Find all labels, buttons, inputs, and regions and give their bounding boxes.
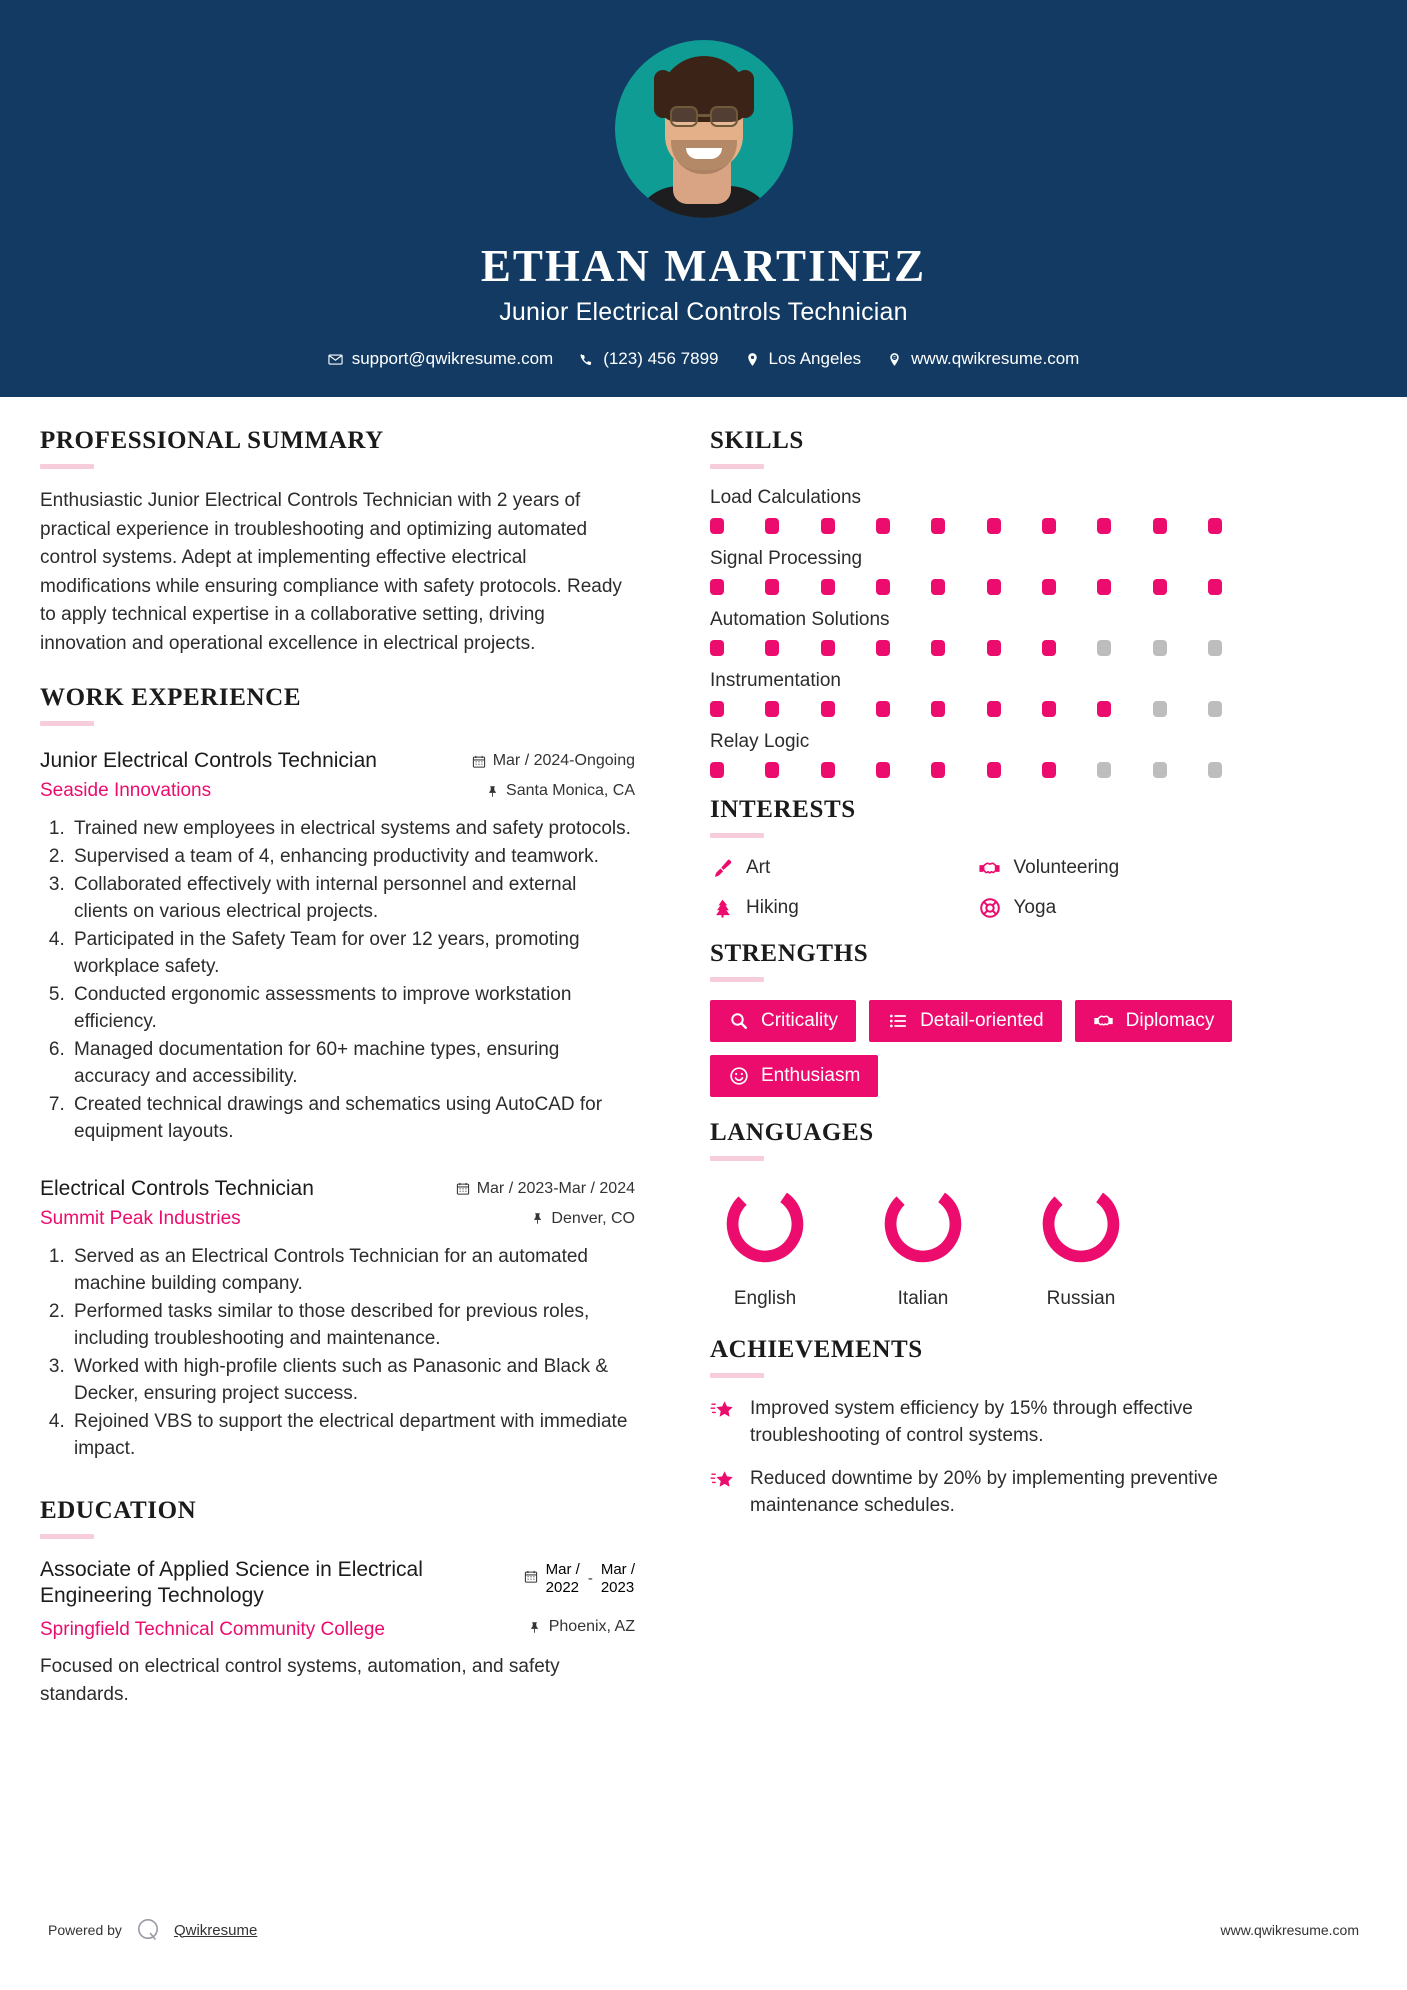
skill-name: Instrumentation bbox=[710, 670, 841, 691]
footer-website[interactable]: www.qwikresume.com bbox=[1220, 1922, 1359, 1938]
bullet-item: 1. Trained new employees in electrical systems and safety protocols. bbox=[70, 816, 635, 843]
education-dates bbox=[524, 1561, 635, 1596]
skill-dot bbox=[876, 762, 890, 778]
section-rule bbox=[710, 1156, 764, 1161]
education-date-start bbox=[546, 1561, 580, 1596]
skill-dot bbox=[710, 640, 724, 656]
achievement-text: Improved system efficiency by 15% through effective troubleshooting of control systems. bbox=[750, 1398, 1193, 1446]
skill-dot bbox=[1042, 701, 1056, 717]
contact-email[interactable] bbox=[320, 349, 562, 369]
achievement-item bbox=[710, 1466, 1235, 1520]
skill-dot bbox=[1042, 640, 1056, 656]
contact-location-text: Los Angeles bbox=[768, 349, 862, 368]
avatar-glasses-right bbox=[710, 106, 738, 127]
job-role-subtitle: Junior Electrical Controls Technician bbox=[499, 298, 908, 326]
skill-dot bbox=[1097, 762, 1111, 778]
skill-dot bbox=[1153, 762, 1167, 778]
education-entry bbox=[40, 1557, 635, 1709]
page-title: ETHAN MARTINEZ bbox=[480, 241, 927, 291]
experience-location-text: Santa Monica, CA bbox=[506, 782, 635, 799]
strength-badge-criticality bbox=[710, 1000, 856, 1042]
skill-dot bbox=[765, 579, 779, 595]
skill-dot bbox=[1153, 640, 1167, 656]
skill-item bbox=[710, 670, 1235, 717]
list-icon bbox=[887, 1011, 908, 1032]
skill-rating bbox=[710, 518, 1222, 534]
skill-dot bbox=[1208, 640, 1222, 656]
star-icon bbox=[710, 1468, 736, 1494]
experience-location-text: Denver, CO bbox=[551, 1209, 635, 1227]
language-label: Russian bbox=[1046, 1288, 1116, 1309]
avatar-hair-left bbox=[654, 70, 672, 118]
skill-dot bbox=[1208, 701, 1222, 717]
language-progress-ring bbox=[1036, 1179, 1126, 1269]
skill-dot bbox=[987, 701, 1001, 717]
skills-list bbox=[710, 487, 1235, 778]
experience-location bbox=[456, 1210, 635, 1228]
interest-item bbox=[710, 856, 968, 880]
summary-text: Enthusiastic Junior Electrical Controls Technician with 2 years of practical experience in troubleshooting and optimizing automated control systems. Adept at implementing effective electrical modifications while ensuring compliance with safety protocols. Ready to apply technical expertise in a collaborative setting, driving innovation and operational excellence in electrical projects. bbox=[40, 490, 622, 654]
interests-grid bbox=[710, 856, 1235, 920]
right-column bbox=[675, 427, 1235, 1708]
bullet-item: 4. Participated in the Safety Team for over 12 years, promoting workplace safety. bbox=[70, 927, 635, 981]
calendar-icon bbox=[472, 754, 486, 769]
date-separator: - bbox=[587, 1570, 593, 1588]
bullet-item: 2. Supervised a team of 4, enhancing productivity and teamwork. bbox=[70, 844, 635, 871]
smiley-icon bbox=[728, 1066, 749, 1087]
section-heading-experience: WORK EXPERIENCE bbox=[40, 684, 302, 711]
footer-powered-by-label: Powered by bbox=[48, 1922, 122, 1938]
skill-dot bbox=[1042, 762, 1056, 778]
skill-dot bbox=[710, 762, 724, 778]
skill-dot bbox=[1208, 762, 1222, 778]
map-pin-icon bbox=[745, 352, 760, 367]
education-date-start-month: Mar / bbox=[545, 1560, 580, 1578]
pushpin-icon bbox=[485, 784, 499, 799]
experience-entry bbox=[40, 748, 635, 1146]
education-date-start-year: 2022 bbox=[545, 1578, 580, 1596]
avatar-glasses-left bbox=[670, 106, 698, 127]
skill-dot bbox=[765, 762, 779, 778]
pushpin-icon bbox=[530, 1211, 544, 1226]
achievement-text: Reduced downtime by 20% by implementing preventive maintenance schedules. bbox=[750, 1467, 1218, 1516]
paintbrush-icon bbox=[710, 856, 734, 880]
skill-dot bbox=[931, 518, 945, 534]
section-heading-interests: INTERESTS bbox=[710, 796, 856, 823]
skill-dot bbox=[710, 518, 724, 534]
globe-icon bbox=[887, 352, 902, 367]
experience-dates-text: Mar / 2023-Mar / 2024 bbox=[476, 1179, 635, 1197]
language-item bbox=[868, 1179, 978, 1310]
section-rule bbox=[710, 977, 764, 982]
section-heading-achievements: ACHIEVEMENTS bbox=[710, 1336, 923, 1363]
qwikresume-logo-icon bbox=[134, 1916, 162, 1944]
education-date-end-year: 2023 bbox=[600, 1578, 635, 1596]
calendar-icon bbox=[456, 1181, 470, 1196]
strength-label: Diplomacy bbox=[1125, 1010, 1215, 1031]
skill-dot bbox=[1042, 518, 1056, 534]
section-professional-summary bbox=[40, 427, 635, 658]
skill-name: Signal Processing bbox=[710, 548, 863, 569]
resume-header bbox=[0, 0, 1407, 397]
contact-bar bbox=[320, 349, 1088, 369]
skill-dot bbox=[1042, 579, 1056, 595]
skill-rating bbox=[710, 640, 1222, 656]
skill-dot bbox=[987, 518, 1001, 534]
handshake-icon bbox=[1093, 1011, 1114, 1032]
star-icon bbox=[710, 1398, 736, 1424]
interest-item bbox=[978, 856, 1236, 880]
section-strengths bbox=[710, 940, 1235, 1097]
section-heading-summary: PROFESSIONAL SUMMARY bbox=[40, 427, 384, 454]
section-rule bbox=[40, 1534, 94, 1539]
skill-dot bbox=[821, 640, 835, 656]
skill-name: Automation Solutions bbox=[710, 609, 890, 630]
section-heading-languages: LANGUAGES bbox=[710, 1119, 874, 1146]
skill-dot bbox=[1097, 701, 1111, 717]
strength-label: Detail-oriented bbox=[920, 1010, 1044, 1031]
phone-icon bbox=[579, 352, 594, 367]
pine-tree-icon bbox=[710, 896, 734, 920]
experience-title: Electrical Controls Technician bbox=[40, 1176, 314, 1200]
experience-organization: Seaside Innovations bbox=[40, 780, 212, 802]
section-languages bbox=[710, 1119, 1235, 1310]
skill-dot bbox=[1097, 518, 1111, 534]
pushpin-icon bbox=[528, 1620, 542, 1635]
skill-dot bbox=[765, 701, 779, 717]
skill-item bbox=[710, 731, 1235, 778]
contact-phone[interactable] bbox=[571, 349, 726, 369]
skill-dot bbox=[821, 518, 835, 534]
bullet-item: 6. Managed documentation for 60+ machine types, ensuring accuracy and accessibility. bbox=[70, 1037, 635, 1091]
section-rule bbox=[710, 833, 764, 838]
skill-dot bbox=[876, 518, 890, 534]
language-progress-ring bbox=[720, 1179, 810, 1269]
skill-dot bbox=[1208, 518, 1222, 534]
skill-dot bbox=[1153, 579, 1167, 595]
skill-dot bbox=[987, 762, 1001, 778]
language-label: Italian bbox=[897, 1288, 949, 1309]
education-location-text: Phoenix, AZ bbox=[548, 1618, 635, 1636]
skill-item bbox=[710, 487, 1235, 534]
skill-dot bbox=[931, 579, 945, 595]
skill-dot bbox=[765, 518, 779, 534]
strength-badge-detail-oriented bbox=[869, 1000, 1062, 1042]
skill-rating bbox=[710, 762, 1222, 778]
languages-list bbox=[710, 1179, 1235, 1310]
skill-name: Relay Logic bbox=[710, 731, 810, 752]
skill-item bbox=[710, 609, 1235, 656]
skill-dot bbox=[876, 701, 890, 717]
skill-dot bbox=[765, 640, 779, 656]
experience-dates-text: Mar / 2024-Ongoing bbox=[492, 752, 635, 769]
experience-entry bbox=[40, 1176, 635, 1463]
bullet-item: 2. Performed tasks similar to those described for previous roles, including troubleshooting and maintenance. bbox=[70, 1299, 635, 1353]
strength-label: Criticality bbox=[761, 1010, 839, 1031]
experience-organization: Summit Peak Industries bbox=[40, 1208, 241, 1230]
skill-dot bbox=[1153, 701, 1167, 717]
skill-dot bbox=[710, 701, 724, 717]
interest-label: Yoga bbox=[1013, 897, 1057, 918]
contact-website-text: www.qwikresume.com bbox=[911, 349, 1080, 368]
strengths-list bbox=[710, 1000, 1235, 1097]
resume-body bbox=[0, 397, 1407, 1708]
left-column bbox=[40, 427, 635, 1708]
education-degree: Associate of Applied Science in Electrical Engineering Technology bbox=[40, 1557, 423, 1608]
skill-dot bbox=[931, 640, 945, 656]
skill-item bbox=[710, 548, 1235, 595]
strength-badge-diplomacy bbox=[1075, 1000, 1233, 1042]
contact-phone-text: (123) 456 7899 bbox=[603, 349, 719, 368]
contact-website[interactable] bbox=[879, 349, 1087, 369]
skill-dot bbox=[876, 640, 890, 656]
achievement-item bbox=[710, 1396, 1235, 1450]
skill-dot bbox=[876, 579, 890, 595]
avatar-mouth bbox=[686, 148, 722, 159]
lifebuoy-icon bbox=[978, 896, 1002, 920]
experience-location bbox=[472, 782, 635, 800]
experience-bullets bbox=[40, 1244, 635, 1463]
skill-rating bbox=[710, 579, 1222, 595]
section-work-experience bbox=[40, 684, 635, 1463]
section-achievements bbox=[710, 1336, 1235, 1520]
strength-badge-enthusiasm bbox=[710, 1055, 878, 1097]
skill-dot bbox=[987, 579, 1001, 595]
skill-dot bbox=[931, 762, 945, 778]
section-heading-strengths: STRENGTHS bbox=[710, 940, 869, 967]
interest-label: Art bbox=[746, 857, 771, 878]
section-rule bbox=[710, 1373, 764, 1378]
section-rule bbox=[40, 464, 94, 469]
skill-dot bbox=[710, 579, 724, 595]
envelope-icon bbox=[328, 352, 343, 367]
bullet-item: 1. Served as an Electrical Controls Technician for an automated machine building company. bbox=[70, 1244, 635, 1298]
interest-label: Volunteering bbox=[1013, 857, 1120, 878]
skill-dot bbox=[931, 701, 945, 717]
calendar-icon bbox=[524, 1569, 538, 1589]
bullet-item: 7. Created technical drawings and schematics using AutoCAD for equipment layouts. bbox=[70, 1092, 635, 1146]
language-progress-ring bbox=[878, 1179, 968, 1269]
avatar-glasses-bridge bbox=[698, 114, 710, 117]
section-education bbox=[40, 1497, 635, 1709]
page-footer bbox=[0, 1870, 1407, 1990]
interest-item bbox=[710, 896, 968, 920]
skill-dot bbox=[1208, 579, 1222, 595]
skill-rating bbox=[710, 701, 1222, 717]
bullet-item: 3. Collaborated effectively with internal personnel and external clients on various electrical projects. bbox=[70, 872, 635, 926]
interest-label: Hiking bbox=[746, 897, 799, 918]
experience-dates bbox=[472, 752, 635, 770]
education-description: Focused on electrical control systems, automation, and safety standards. bbox=[40, 1656, 560, 1705]
experience-title: Junior Electrical Controls Technician bbox=[40, 749, 377, 772]
footer-brand-link[interactable]: Qwikresume bbox=[173, 1921, 258, 1939]
skill-dot bbox=[1097, 579, 1111, 595]
skill-dot bbox=[987, 640, 1001, 656]
avatar-hair-right bbox=[736, 70, 754, 118]
contact-location[interactable] bbox=[737, 349, 870, 369]
language-item bbox=[710, 1179, 820, 1310]
magnifier-icon bbox=[728, 1011, 749, 1032]
education-date-end-month: Mar / bbox=[600, 1560, 635, 1578]
section-interests bbox=[710, 796, 1235, 920]
section-skills bbox=[710, 427, 1235, 778]
bullet-item: 4. Rejoined VBS to support the electrical department with immediate impact. bbox=[70, 1409, 635, 1463]
education-date-end bbox=[601, 1561, 635, 1596]
contact-email-text: support@qwikresume.com bbox=[351, 349, 554, 368]
experience-dates bbox=[456, 1180, 635, 1198]
section-heading-education: EDUCATION bbox=[40, 1496, 197, 1524]
skill-name: Load Calculations bbox=[710, 487, 862, 508]
skill-dot bbox=[1097, 640, 1111, 656]
handshake-icon bbox=[978, 856, 1002, 880]
strength-label: Enthusiasm bbox=[761, 1065, 861, 1086]
education-location bbox=[524, 1618, 635, 1636]
bullet-item: 5. Conducted ergonomic assessments to improve workstation efficiency. bbox=[70, 982, 635, 1036]
experience-bullets bbox=[40, 816, 635, 1146]
skill-dot bbox=[1153, 518, 1167, 534]
skill-dot bbox=[821, 579, 835, 595]
interest-item bbox=[978, 896, 1236, 920]
language-label: English bbox=[733, 1288, 797, 1309]
bullet-item: 3. Worked with high-profile clients such as Panasonic and Black & Decker, ensuring project success. bbox=[70, 1354, 635, 1408]
education-school: Springfield Technical Community College bbox=[40, 1619, 385, 1641]
language-item bbox=[1026, 1179, 1136, 1310]
avatar bbox=[615, 40, 793, 218]
skill-dot bbox=[821, 701, 835, 717]
section-rule bbox=[40, 721, 94, 726]
skill-dot bbox=[821, 762, 835, 778]
footer-powered-by bbox=[48, 1916, 257, 1944]
section-heading-skills: SKILLS bbox=[710, 427, 804, 454]
section-rule bbox=[710, 464, 764, 469]
